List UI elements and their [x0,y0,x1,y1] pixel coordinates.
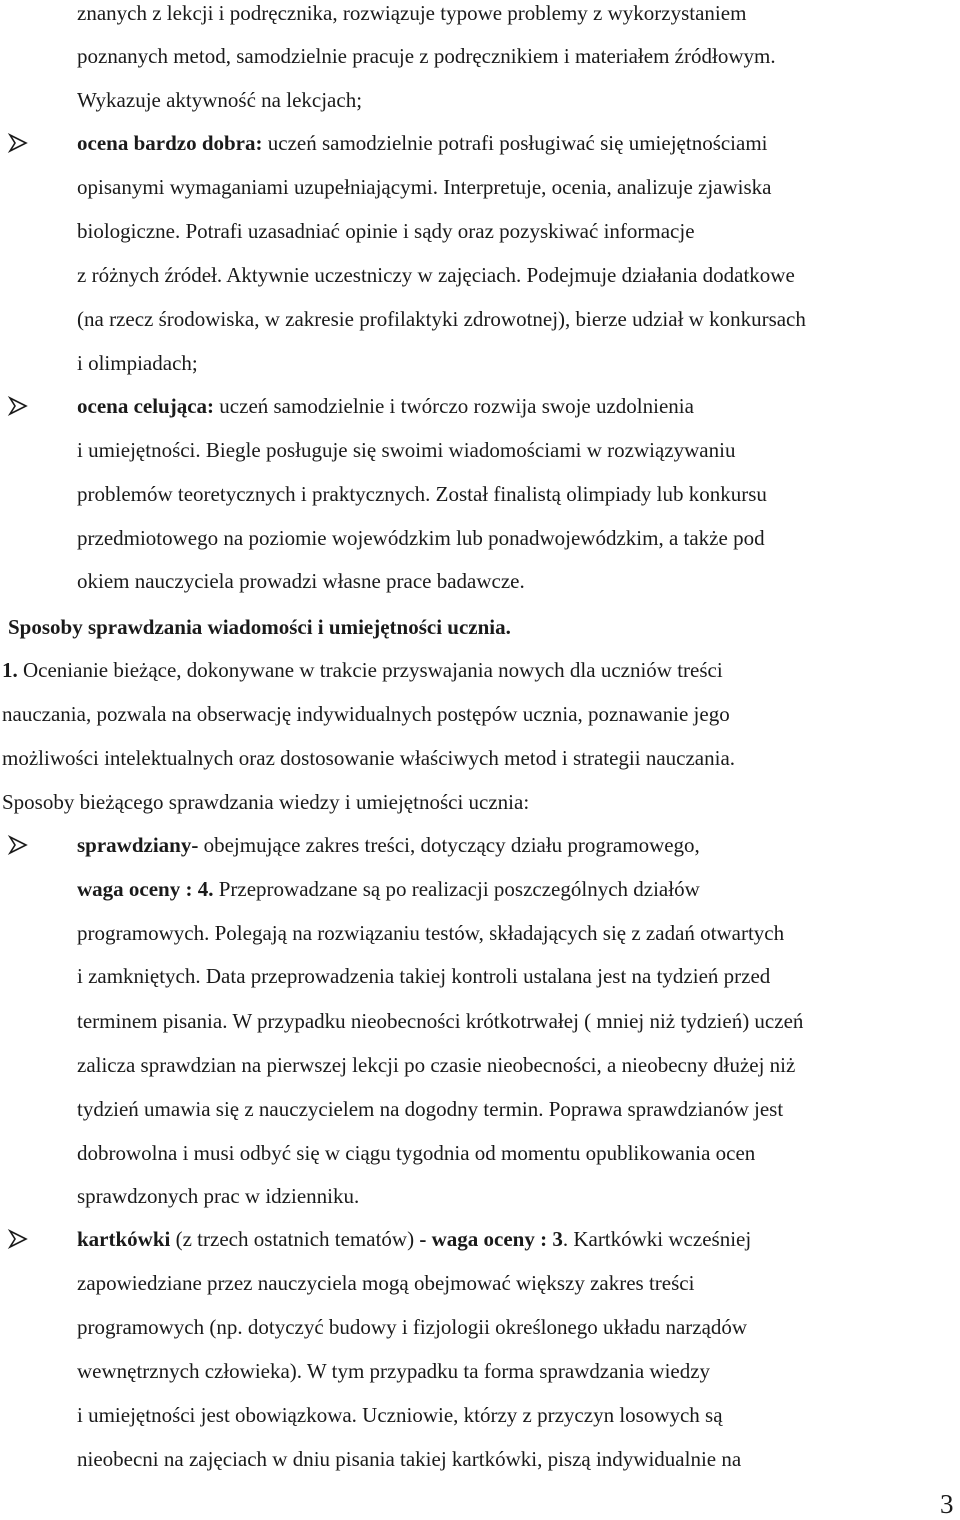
text-segment: Ocenianie bieżące, dokonywane w trakcie przyswajania nowych dla uczniów treści [17,658,723,682]
text-segment: i olimpiadach; [77,351,198,375]
text-line [77,218,695,244]
text-segment: możliwości intelektualnych oraz dostosowanie właściwych metod i strategii nauczania. [2,746,736,770]
text-line [77,1358,710,1384]
text-segment: programowych (np. dotyczyć budowy i fizjologii określonego układu narządów [77,1315,748,1339]
text-line [77,1140,755,1166]
text-line [77,174,772,200]
text-line [77,0,746,26]
text-line [2,701,730,727]
arrowhead-bullet-icon [7,132,29,154]
text-segment: obejmujące zakres treści, dotyczący działu programowego, [198,833,700,857]
page-number: 3 [940,1489,954,1519]
text-line [2,745,735,771]
text-line [77,920,784,946]
text-segment: wewnętrznych człowieka). W tym przypadku ta forma sprawdzania wiedzy [77,1359,711,1383]
bold-text-segment: ocena celująca: [77,394,215,418]
text-line [77,1314,747,1340]
text-segment: problemów teoretycznych i praktycznych. Został finalistą olimpiady lub konkursu [77,482,767,506]
text-segment: uczeń samodzielnie i twórczo rozwija swoje uzdolnienia [214,394,694,418]
text-segment: nieobecni na zajęciach w dniu pisania takiej kartkówki, piszą indywidualnie na [77,1447,742,1471]
text-line [77,832,700,858]
text-segment: i zamkniętych. Data przeprowadzenia takiej kontroli ustalana jest na tydzień przed [77,964,771,988]
text-segment: opisanymi wymaganiami uzupełniającymi. Interpretuje, ocenia, analizuje zjawiska [77,175,772,199]
text-line [77,525,765,551]
text-line [77,876,700,902]
text-segment: zalicza sprawdzian na pierwszej lekcji po czasie nieobecności, a nieobecny dłużej niż [77,1053,796,1077]
text-segment: terminem pisania. W przypadku nieobecności krótkotrwałej ( mniej niż tydzień) uczeń [77,1009,804,1033]
arrowhead-bullet-icon [7,395,29,417]
text-line [77,130,768,156]
text-segment: tydzień umawia się z nauczycielem na dogodny termin. Poprawa sprawdzianów jest [77,1097,784,1121]
text-segment: Sposoby bieżącego sprawdzania wiedzy i umiejętności ucznia: [2,790,530,814]
text-line [2,789,529,815]
text-segment: przedmiotowego na poziomie wojewódzkim lub ponadwojewódzkim, a także pod [77,526,765,550]
text-segment: i umiejętności. Biegle posługuje się swoimi wiadomościami w rozwiązywaniu [77,438,736,462]
bold-text-segment: kartkówki [77,1227,171,1251]
text-line [77,87,362,113]
text-line [77,963,770,989]
text-line [77,1052,795,1078]
text-segment: uczeń samodzielnie potrafi posługiwać się umiejętnościami [262,131,768,155]
text-line [77,1270,694,1296]
text-segment: sprawdzonych prac w idzienniku. [77,1184,360,1208]
text-line [77,306,806,332]
text-segment: . Kartkówki wcześniej [562,1227,752,1251]
text-line [77,481,767,507]
text-segment: Wykazuje aktywność na lekcjach; [77,88,363,112]
text-segment: Przeprowadzane są po realizacji poszczególnych działów [213,877,700,901]
text-segment: (z trzech ostatnich tematów) [170,1227,420,1251]
text-segment: z różnych źródeł. Aktywnie uczestniczy w zajęciach. Podejmuje działania dodatkowe [77,263,795,287]
text-segment: zapowiedziane przez nauczyciela mogą obejmować większy zakres treści [77,1271,695,1295]
text-segment: nauczania, pozwala na obserwację indywidualnych postępów ucznia, poznawanie jego [2,702,730,726]
bold-text-segment: 1. [2,658,18,682]
text-line [77,568,525,594]
arrowhead-bullet-icon [7,834,29,856]
bold-text-segment: - waga oceny : 3 [419,1227,563,1251]
text-line [77,1096,783,1122]
bold-text-segment: waga oceny : 4. [77,877,214,901]
text-line [77,393,694,419]
bold-text-segment: sprawdziany- [77,833,199,857]
text-segment: programowych. Polegają na rozwiązaniu testów, składających się z zadań otwartych [77,921,785,945]
text-segment: (na rzecz środowiska, w zakresie profilaktyki zdrowotnej), bierze udział w konkursach [77,307,806,331]
text-line [77,350,198,376]
bold-text-segment: Sposoby sprawdzania wiadomości i umiejętności ucznia. [8,615,511,639]
text-line [77,437,735,463]
text-line [77,1402,723,1428]
text-line [77,43,776,69]
text-line [77,1008,803,1034]
bold-text-segment: ocena bardzo dobra: [77,131,263,155]
text-segment: i umiejętności jest obowiązkowa. Uczniowie, którzy z przyczyn losowych są [77,1403,723,1427]
text-line [77,1226,751,1252]
text-segment: biologiczne. Potrafi uzasadniać opinie i sądy oraz pozyskiwać informacje [77,219,695,243]
text-line [77,262,795,288]
text-line [77,1183,359,1209]
arrowhead-bullet-icon [7,1228,29,1250]
section-heading [8,614,511,640]
text-segment: okiem nauczyciela prowadzi własne prace badawcze. [77,569,525,593]
text-line [2,657,723,683]
text-segment: dobrowolna i musi odbyć się w ciągu tygodnia od momentu opublikowania ocen [77,1141,756,1165]
text-segment: poznanych metod, samodzielnie pracuje z podręcznikiem i materiałem źródłowym. [77,44,776,68]
text-segment: znanych z lekcji i podręcznika, rozwiązuje typowe problemy z wykorzystaniem [77,1,747,25]
text-line [77,1446,741,1472]
